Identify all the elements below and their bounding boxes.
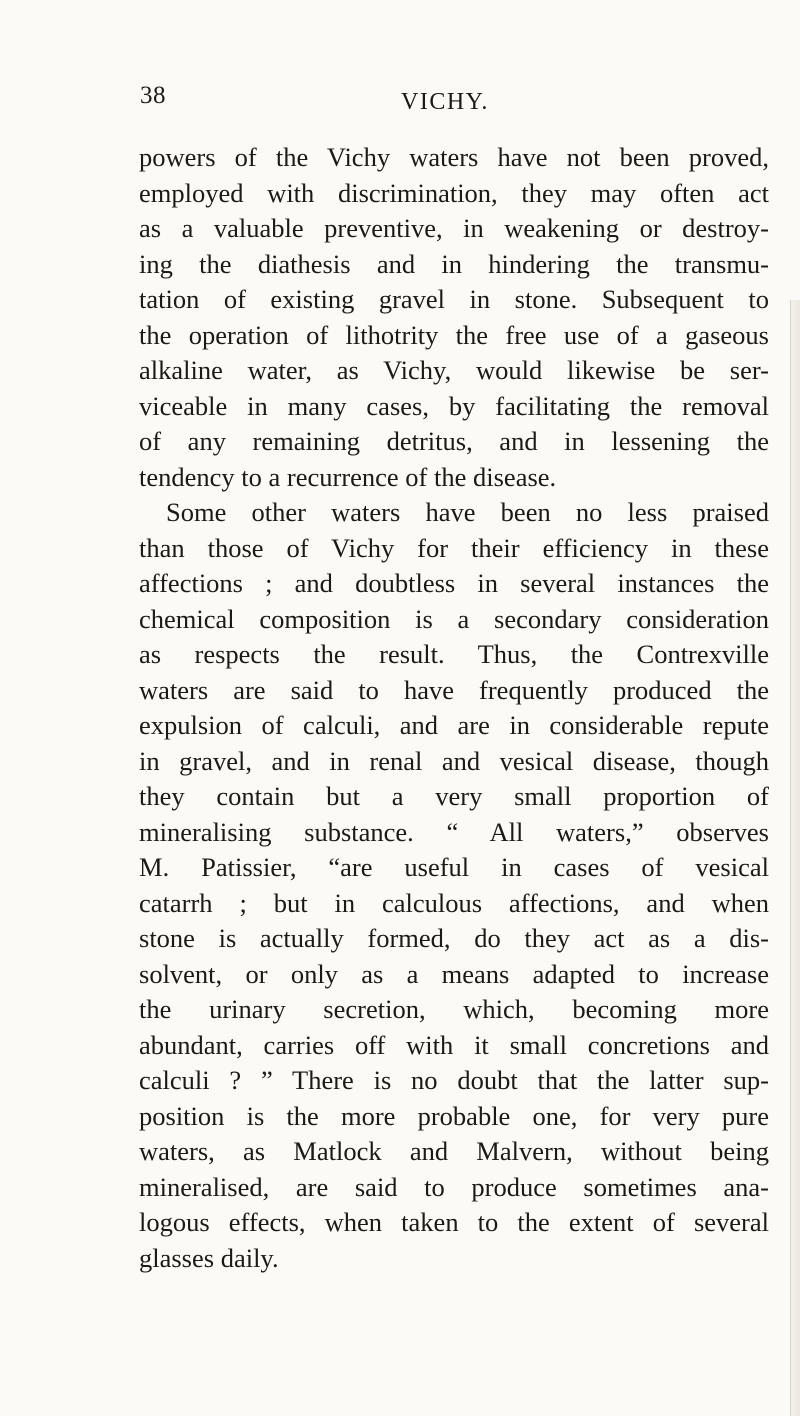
text-line: alkaline water, as Vichy, would likewise be ser-: [139, 355, 769, 385]
text-line: in gravel, and in renal and vesical disease, though: [139, 745, 769, 776]
text-line: as respects the result. Thus, the Contrexville: [139, 639, 769, 669]
text-line: expulsion of calculi, and are in considerable repute: [139, 710, 769, 740]
text-line: waters are said to have frequently produced the: [139, 674, 769, 705]
text-line: catarrh ; but in calculous affections, and when: [139, 887, 769, 918]
text-line: of any remaining detritus, and in lessening the: [139, 426, 769, 456]
running-title: VICHY.: [401, 89, 489, 115]
text-line: than those of Vichy for their efficiency in these: [139, 532, 769, 563]
text-line: the operation of lithotrity the free use of a gaseous: [139, 319, 769, 350]
text-line: solvent, or only as a means adapted to increase: [139, 958, 769, 989]
text-line: mineralising substance. “ All waters,” observes: [139, 816, 769, 847]
paragraph-end-line: glasses daily.: [139, 1242, 279, 1273]
text-line: affections ; and doubtless in several instances the: [139, 568, 769, 598]
paragraph-start-line: Some other waters have been no less praised: [166, 497, 769, 527]
text-line: waters, as Matlock and Malvern, without being: [139, 1136, 769, 1166]
text-line: chemical composition is a secondary consideration: [139, 603, 769, 634]
text-line: mineralised, are said to produce sometimes ana-: [139, 1171, 769, 1202]
text-line: logous effects, when taken to the extent of several: [139, 1207, 769, 1237]
text-line: tation of existing gravel in stone. Subsequent to: [139, 284, 769, 314]
text-line: they contain but a very small proportion of: [139, 781, 769, 811]
body-text: [139, 140, 769, 1276]
text-line: position is the more probable one, for very pure: [139, 1100, 769, 1131]
page-edge-shadow: [790, 300, 800, 1416]
text-line: powers of the Vichy waters have not been proved,: [139, 142, 769, 172]
text-line: viceable in many cases, by facilitating the removal: [139, 390, 769, 421]
text-line: abundant, carries off with it small concretions and: [139, 1029, 769, 1060]
text-line: calculi ? ” There is no doubt that the latter sup-: [139, 1065, 769, 1095]
text-line: stone is actually formed, do they act as a dis-: [139, 923, 769, 953]
text-line: the urinary secretion, which, becoming more: [139, 994, 769, 1024]
text-line: ing the diathesis and in hindering the transmu-: [139, 248, 769, 279]
text-line: employed with discrimination, they may often act: [139, 177, 769, 208]
page-number: 38: [140, 82, 166, 109]
text-line: as a valuable preventive, in weakening or destroy-: [139, 213, 769, 243]
text-line: M. Patissier, “are useful in cases of vesical: [139, 852, 769, 882]
paragraph-end-line: tendency to a recurrence of the disease.: [139, 461, 557, 492]
